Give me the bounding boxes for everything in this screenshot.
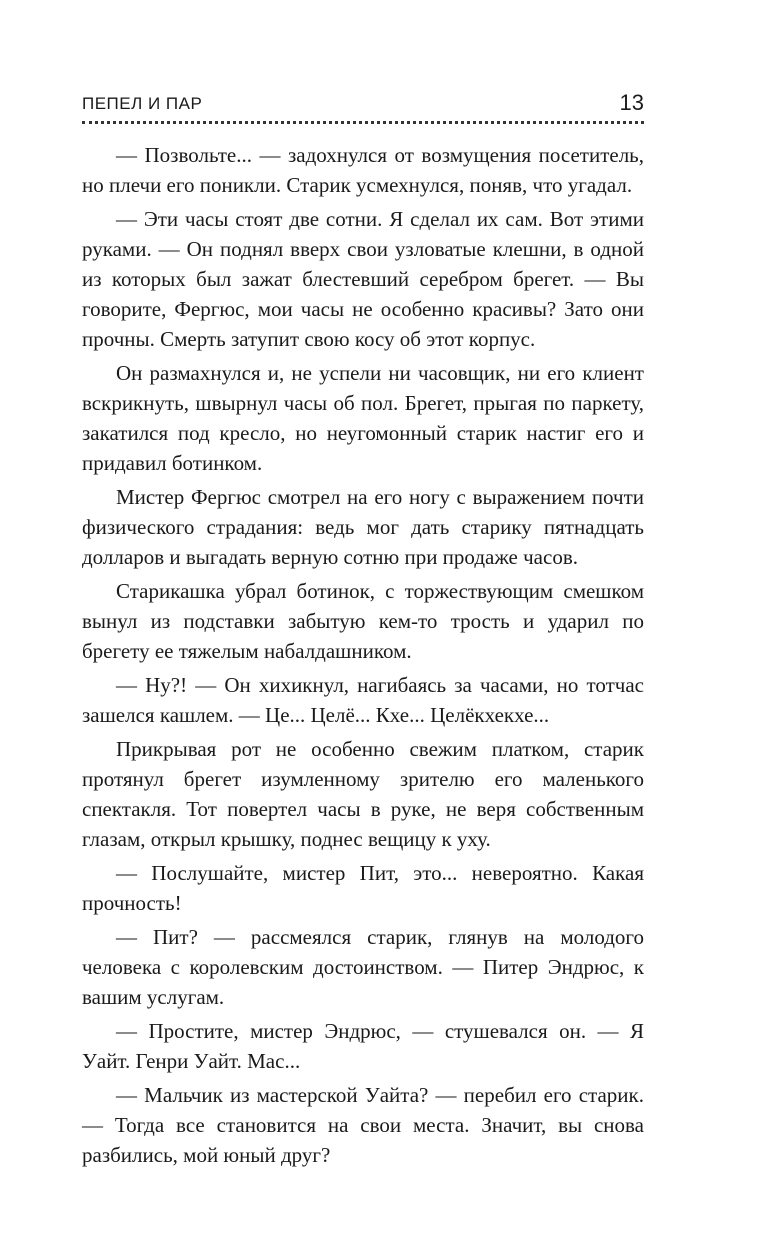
paragraph: — Пит? — рассмеялся старик, глянув на молодого человека с королевским достоинством. — Питер Эндрюс, к вашим услугам. (82, 925, 644, 1009)
dotted-rule (82, 121, 644, 124)
body-text (82, 140, 644, 1174)
paragraph: Мистер Фергюс смотрел на его ногу с выражением почти физического страдания: ведь мог дать старику пятнадцать долларов и выгадать верную сотню при продаже часов. (82, 485, 644, 569)
paragraph: Он размахнулся и, не успели ни часовщик, ни его клиент вскрикнуть, швырнул часы об пол. Брегет, прыгая по паркету, закатился под кресло, но неугомонный старик настиг его и придавил ботинком. (82, 361, 644, 475)
paragraph: — Мальчик из мастерской Уайта? — перебил его старик. — Тогда все становится на свои места. Значит, вы снова разбились, мой юный друг? (82, 1083, 644, 1167)
paragraph: — Простите, мистер Эндрюс, — стушевался он. — Я Уайт. Генри Уайт. Мас... (82, 1019, 644, 1073)
paragraph: Прикрывая рот не особенно свежим платком, старик протянул брегет изумленному зрителю его маленького спектакля. Тот повертел часы в руке, не веря собственным глазам, открыл крышку, поднес вещицу к уху. (82, 737, 644, 851)
paragraph: Старикашка убрал ботинок, с торжествующим смешком вынул из подставки забытую кем-то трость и ударил по брегету ее тяжелым набалдашником. (82, 579, 644, 663)
paragraph: — Эти часы стоят две сотни. Я сделал их сам. Вот этими руками. — Он поднял вверх свои узловатые клешни, в одной из которых был зажат блестевший серебром брегет. — Вы говорите, Фергюс, мои часы не особенно красивы? Зато они прочны. Смерть затупит свою косу об этот корпус. (82, 207, 644, 351)
page-header (82, 90, 644, 130)
paragraph: — Позвольте... — задохнулся от возмущения посетитель, но плечи его поникли. Старик усмехнулся, поняв, что угадал. (82, 143, 644, 197)
book-page (82, 0, 644, 1240)
paragraph: — Ну?! — Он хихикнул, нагибаясь за часами, но тотчас зашелся кашлем. — Це... Целё... Кхе... Целёкхекхе... (82, 673, 644, 727)
running-head: ПЕПЕЛ И ПАР (82, 94, 203, 113)
paragraph: — Послушайте, мистер Пит, это... невероятно. Какая прочность! (82, 861, 644, 915)
page-number: 13 (619, 90, 644, 115)
